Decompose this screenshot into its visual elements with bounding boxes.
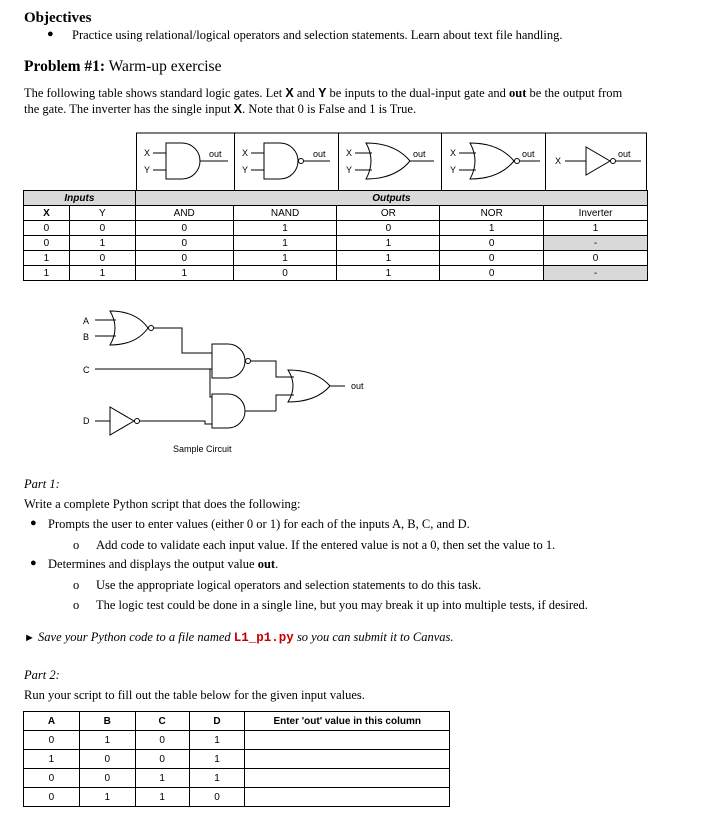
circuit-label-d: D: [83, 416, 90, 426]
problem-heading: Problem #1: Warm-up exercise: [24, 58, 222, 75]
part1-bullet1: Prompts the user to enter values (either 0 or 1) for each of the inputs A, B, C, and D.: [48, 517, 470, 531]
table-row: 0 0 1 1: [24, 769, 450, 788]
gate-symbols: [0, 130, 706, 192]
out-value-cell[interactable]: [245, 731, 450, 750]
nand-gate-icon: [242, 143, 330, 179]
problem-intro-line1: The following table shows standard logic gates. Let X and Y be inputs to the dual-input gate and out be the output from: [24, 86, 623, 100]
inverter-gate-icon: [555, 147, 641, 175]
part1-bullet2b: The logic test could be done in a single line, but you may break it up into multiple tests, if desired.: [96, 598, 588, 612]
circuit-label-c: C: [83, 365, 90, 375]
table-row: 0 1 0 1 1 0 -: [24, 236, 648, 251]
results-table-header: A B C D Enter 'out' value in this column: [24, 712, 450, 731]
header-nor: NOR: [440, 206, 544, 221]
header-and: AND: [135, 206, 233, 221]
part1-intro: Write a complete Python script that does the following:: [24, 497, 301, 511]
header-x: X: [24, 206, 70, 221]
results-table: [23, 711, 450, 807]
part1-bullet2a: Use the appropriate logical operators and selection statements to do this task.: [96, 578, 482, 592]
svg-text:Y: Y: [346, 165, 353, 175]
save-instruction: ► Save your Python code to a file named L1_p1.py so you can submit it to Canvas.: [24, 630, 454, 645]
part2-heading: Part 2:: [24, 668, 60, 682]
svg-text:X: X: [555, 156, 562, 166]
bullet-dot: ●: [47, 28, 54, 40]
arrow-right-icon: ►: [24, 632, 35, 644]
bullet-dot: ●: [30, 517, 37, 529]
svg-text:X: X: [450, 148, 457, 158]
header-y: Y: [69, 206, 135, 221]
table-row: 0 1 0 1: [24, 731, 450, 750]
svg-text:out: out: [522, 149, 535, 159]
objectives-heading: Objectives: [24, 10, 92, 26]
svg-text:out: out: [413, 149, 426, 159]
svg-text:Y: Y: [450, 165, 457, 175]
svg-text:out: out: [209, 149, 222, 159]
header-nand: NAND: [233, 206, 337, 221]
outputs-label: Outputs: [135, 191, 647, 206]
svg-text:X: X: [346, 148, 353, 158]
out-value-cell[interactable]: [245, 750, 450, 769]
part1-bullet1a: Add code to validate each input value. If the entered value is not a 0, then set the value to 1.: [96, 538, 556, 552]
sub-bullet-icon: o: [73, 578, 80, 592]
svg-text:Y: Y: [144, 165, 151, 175]
svg-text:out: out: [618, 149, 631, 159]
sample-circuit-diagram: [70, 300, 390, 470]
or-gate-icon: [346, 143, 434, 179]
svg-text:X: X: [242, 148, 249, 158]
problem-intro-line2: the gate. The inverter has the single input X. Note that 0 is False and 1 is True.: [24, 102, 417, 116]
truth-table: [23, 190, 648, 281]
table-row: 0 1 1 0: [24, 788, 450, 807]
svg-text:out: out: [313, 149, 326, 159]
header-inverter: Inverter: [544, 206, 648, 221]
table-row: 1 0 0 1: [24, 750, 450, 769]
part1-heading: Part 1:: [24, 477, 60, 491]
sub-bullet-icon: o: [73, 538, 80, 552]
out-value-cell[interactable]: [245, 769, 450, 788]
svg-text:Y: Y: [242, 165, 249, 175]
circuit-label-a: A: [83, 316, 90, 326]
and-gate-icon: [144, 143, 228, 179]
objectives-text: Practice using relational/logical operators and selection statements. Learn about text file handling.: [72, 28, 563, 42]
circuit-caption: Sample Circuit: [173, 444, 232, 454]
table-row: 0 0 0 1 0 1 1: [24, 221, 648, 236]
part2-intro: Run your script to fill out the table below for the given input values.: [24, 688, 365, 702]
truth-table-header: [24, 206, 648, 221]
circuit-label-b: B: [83, 332, 90, 342]
inputs-label: Inputs: [24, 191, 136, 206]
part1-bullet2: Determines and displays the output value out.: [48, 557, 279, 571]
header-or: OR: [337, 206, 440, 221]
filename: L1_p1.py: [233, 631, 294, 645]
out-value-cell[interactable]: [245, 788, 450, 807]
circuit-label-out: out: [351, 381, 364, 391]
table-row: 1 0 0 1 1 0 0: [24, 251, 648, 266]
table-row: 1 1 1 0 1 0 -: [24, 266, 648, 281]
bullet-dot: ●: [30, 557, 37, 569]
nor-gate-icon: [450, 143, 540, 179]
sub-bullet-icon: o: [73, 598, 80, 612]
svg-text:X: X: [144, 148, 151, 158]
